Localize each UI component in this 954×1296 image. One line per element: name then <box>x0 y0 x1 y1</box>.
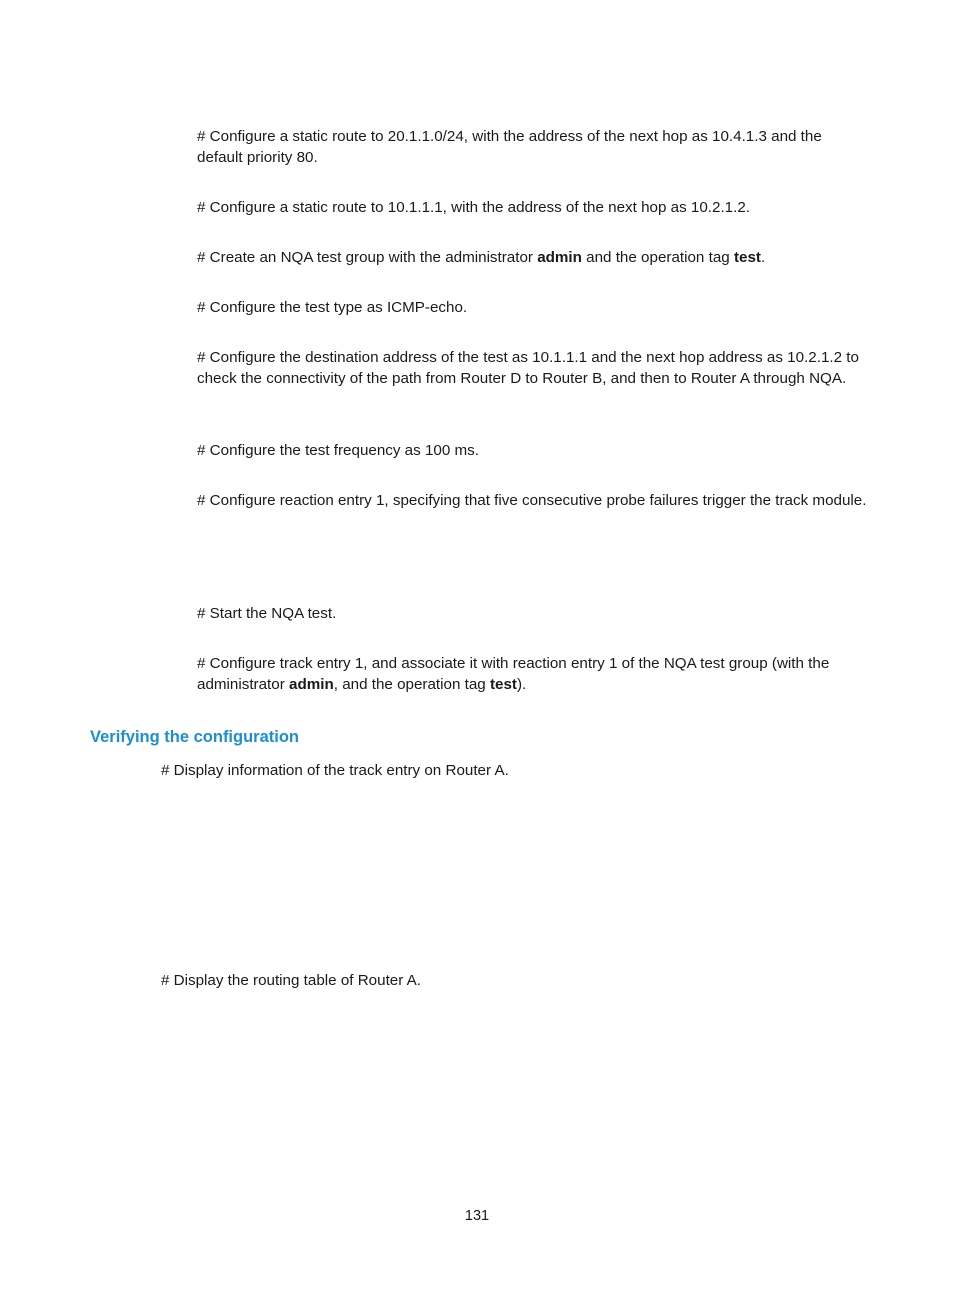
step-static-route-10: # Configure a static route to 10.1.1.1, with the address of the next hop as 10.2.1.2. <box>197 199 751 216</box>
step-reaction-entry: # Configure reaction entry 1, specifying that five consecutive probe failures trigger the track module. <box>197 492 867 509</box>
section-heading: Verifying the configuration <box>90 728 300 746</box>
text-segment: # Configure track entry 1, and associate it with reaction entry 1 of the NQA test group (with the administrator <box>197 655 830 693</box>
admin-keyword: admin <box>537 249 582 266</box>
step-create-nqa-group <box>197 247 869 268</box>
step-track-entry <box>197 653 869 695</box>
text-segment: and the operation tag <box>581 249 734 266</box>
admin-keyword: admin <box>289 676 334 693</box>
step-test-frequency: # Configure the test frequency as 100 ms. <box>197 442 479 459</box>
test-keyword: test <box>489 676 517 693</box>
text-segment: # Create an NQA test group with the administrator <box>197 249 538 266</box>
step-start-nqa: # Start the NQA test. <box>197 605 337 622</box>
verify-routing-table: # Display the routing table of Router A. <box>161 972 422 989</box>
step-test-type: # Configure the test type as ICMP-echo. <box>197 299 468 316</box>
step-destination-address: # Configure the destination address of the test as 10.1.1.1 and the next hop address as 10.2.1.2 to check the connectivity of the path from Router D to Router B, and then to Router A through NQA. <box>197 349 859 387</box>
step-static-route-20: # Configure a static route to 20.1.1.0/24, with the address of the next hop as 10.4.1.3 and the default priority 80. <box>197 128 822 166</box>
text-segment: . <box>760 249 766 266</box>
page-number: 131 <box>464 1208 490 1224</box>
text-segment: ). <box>516 676 527 693</box>
text-segment: , and the operation tag <box>333 676 490 693</box>
test-keyword: test <box>733 249 761 266</box>
verify-track-entry: # Display information of the track entry on Router A. <box>161 762 509 779</box>
